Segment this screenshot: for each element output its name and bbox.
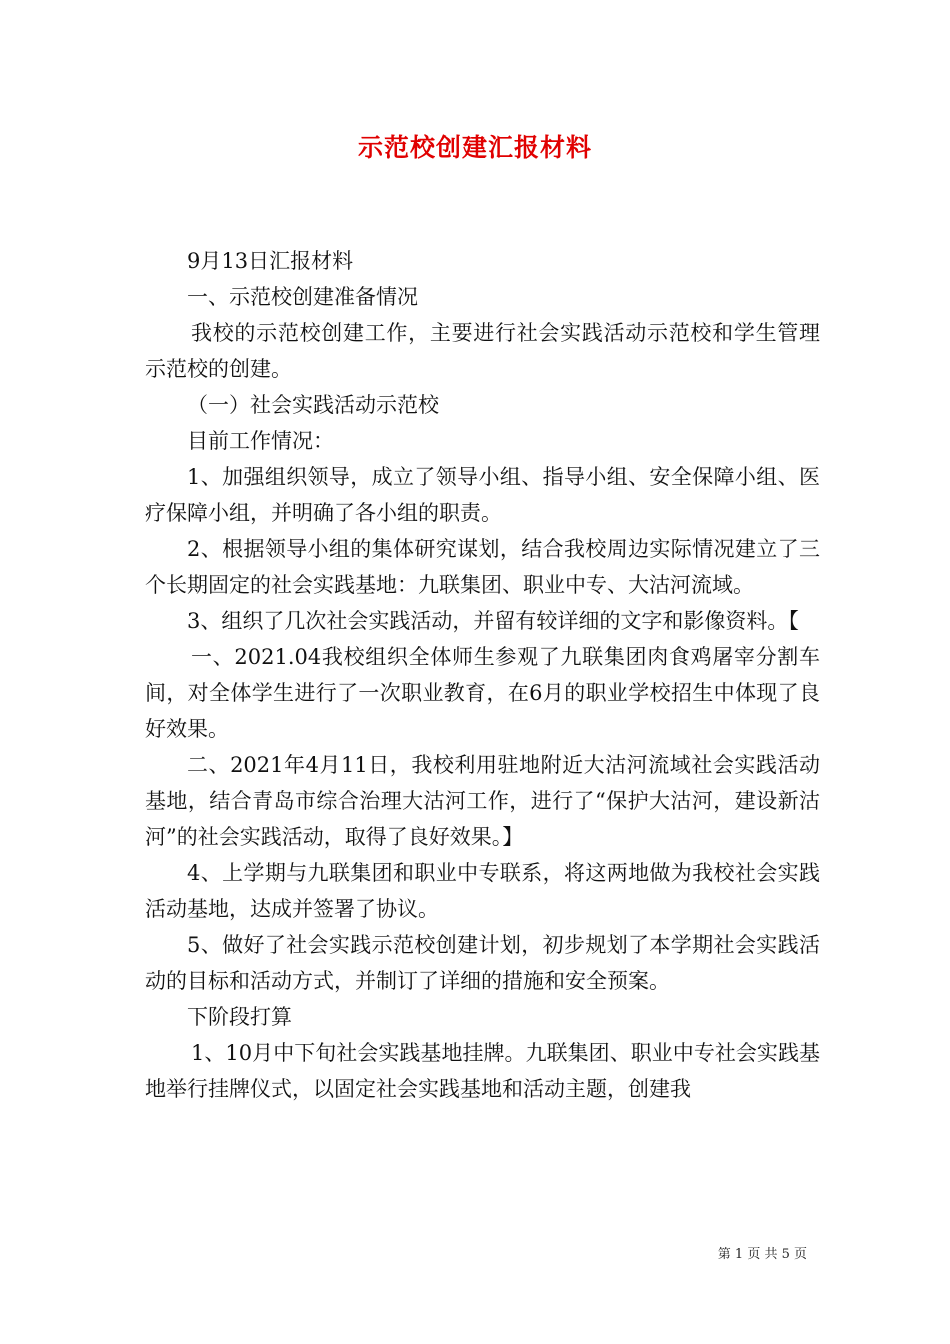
subsection-heading: 下阶段打算 [187, 1005, 292, 1029]
paragraph: 我校的示范校创建工作，主要进行社会实践活动示范校和学生管理示范校的创建。 [145, 321, 820, 381]
page-number: 第 1 页 共 5 页 [717, 1247, 807, 1262]
list-item: 4、上学期与九联集团和职业中专联系，将这两地做为我校社会实践活动基地，达成并签署了协议。 [145, 861, 820, 921]
paragraph: 一、2021.04我校组织全体师生参观了九联集团肉食鸡屠宰分割车间，对全体学生进行了一次职业教育，在6月的职业学校招生中体现了良好效果。 [145, 645, 820, 741]
document-body [145, 243, 820, 1107]
paragraph: 二、2021年4月11日，我校利用驻地附近大沽河流域社会实践活动基地，结合青岛市综合治理大沽河工作，进行了“保护大沽河，建设新沽河”的社会实践活动，取得了良好效果。】 [145, 753, 820, 849]
list-item: 1、10月中下旬社会实践基地挂牌。九联集团、职业中专社会实践基地举行挂牌仪式，以固定社会实践基地和活动主题，创建我 [145, 1041, 820, 1101]
list-item: 3、组织了几次社会实践活动，并留有较详细的文字和影像资料。【 [187, 609, 799, 633]
subsection-heading: （一）社会实践活动示范校 [187, 393, 439, 417]
document-title: 示范校创建汇报材料 [357, 133, 592, 162]
list-item: 5、做好了社会实践示范校创建计划，初步规划了本学期社会实践活动的目标和活动方式，并制订了详细的措施和安全预案。 [145, 933, 820, 993]
section-heading: 一、示范校创建准备情况 [187, 285, 418, 309]
paragraph-date: 9月13日汇报材料 [187, 249, 354, 273]
paragraph: 目前工作情况： [187, 429, 334, 453]
list-item: 1、加强组织领导，成立了领导小组、指导小组、安全保障小组、医疗保障小组，并明确了各小组的职责。 [145, 465, 820, 525]
list-item: 2、根据领导小组的集体研究谋划，结合我校周边实际情况建立了三个长期固定的社会实践基地：九联集团、职业中专、大沽河流域。 [145, 537, 820, 597]
